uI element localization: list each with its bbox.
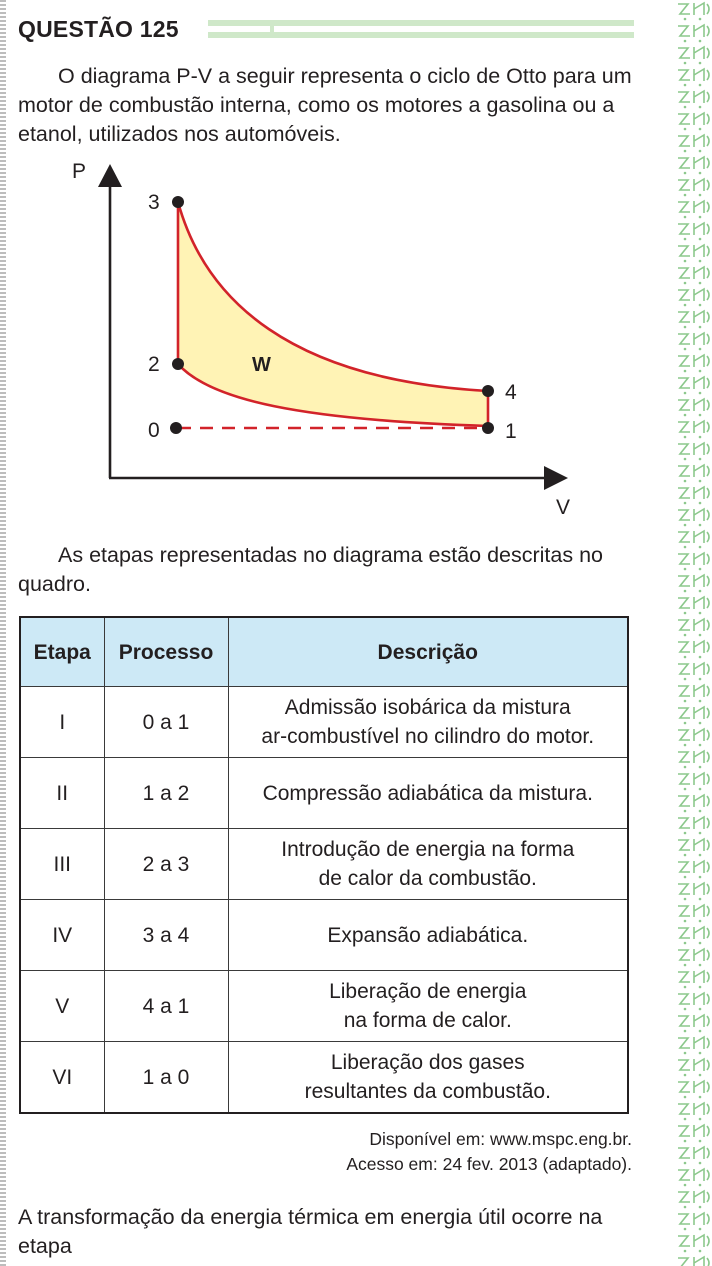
header-etapa: Etapa <box>20 617 104 687</box>
etapa-cell: II <box>20 758 104 829</box>
processo-cell: 1 a 0 <box>104 1042 228 1114</box>
descricao-line: Introdução de energia na forma <box>281 838 575 861</box>
descricao-line: na forma de calor. <box>343 1009 512 1032</box>
header-processo: Processo <box>104 617 228 687</box>
question-prompt: A transformação da energia térmica em energia útil ocorre na etapa <box>18 1205 603 1258</box>
source-access-line: Acesso em: 24 fev. 2013 (adaptado). <box>346 1154 632 1174</box>
point-2-marker <box>172 358 184 370</box>
pv-diagram <box>0 150 676 530</box>
point-4-label: 4 <box>505 381 517 404</box>
descricao-line: Expansão adiabática. <box>327 923 529 947</box>
etapa-cell: V <box>20 971 104 1042</box>
etapa-cell: I <box>20 687 104 758</box>
p-axis-arrow-icon <box>98 164 122 187</box>
table-row <box>20 1042 628 1114</box>
header-descricao: Descrição <box>228 617 628 687</box>
etapa-cell: III <box>20 829 104 900</box>
processo-cell: 0 a 1 <box>104 687 228 758</box>
table-header-row <box>20 617 628 687</box>
processo-cell: 1 a 2 <box>104 758 228 829</box>
source-url-line: Disponível em: www.mspc.eng.br. <box>369 1129 632 1149</box>
table-row <box>20 900 628 971</box>
stages-table <box>19 616 629 1114</box>
header-decorative-bar <box>208 20 634 38</box>
descricao-cell <box>228 971 628 1042</box>
table-row <box>20 687 628 758</box>
v-axis-arrow-icon <box>544 466 568 490</box>
v-axis-label: V <box>556 496 571 519</box>
descricao-cell <box>228 1042 628 1114</box>
source-citation <box>200 1127 632 1177</box>
descricao-cell <box>228 829 628 900</box>
descricao-cell <box>228 687 628 758</box>
descricao-line: Liberação dos gases <box>330 1051 525 1074</box>
descricao-line: resultantes da combustão. <box>304 1080 551 1103</box>
decorative-pattern-icon <box>676 0 712 1266</box>
descricao-line: Liberação de energia <box>329 980 527 1003</box>
point-1-label: 1 <box>505 420 517 443</box>
point-2-label: 2 <box>148 353 160 376</box>
point-0-label: 0 <box>148 419 160 442</box>
descricao-line: ar-combustível no cilindro do motor. <box>261 725 595 748</box>
question-title: QUESTÃO 125 <box>18 16 179 42</box>
stages-intro-paragraph: As etapas representadas no diagrama estão descritas no quadro. <box>18 543 603 596</box>
point-3-label: 3 <box>148 191 160 214</box>
work-label: W <box>252 354 271 376</box>
processo-cell: 3 a 4 <box>104 900 228 971</box>
processo-cell: 2 a 3 <box>104 829 228 900</box>
decorative-side-strip <box>676 0 712 1266</box>
intro-paragraph: O diagrama P-V a seguir representa o ciclo de Otto para um motor de combustão interna, como os motores a gasolina ou a etanol, utilizados nos automóveis. <box>18 64 632 146</box>
descricao-cell <box>228 900 628 971</box>
descricao-line: Compressão adiabática da mistura. <box>262 781 593 805</box>
table-row <box>20 971 628 1042</box>
question-header <box>18 12 634 46</box>
p-axis-label: P <box>72 160 87 183</box>
point-4-marker <box>482 385 494 397</box>
etapa-cell: VI <box>20 1042 104 1114</box>
descricao-line: Admissão isobárica da mistura <box>284 696 571 719</box>
etapa-cell: IV <box>20 900 104 971</box>
point-3-marker <box>172 196 184 208</box>
point-0-marker <box>170 422 182 434</box>
descricao-line: de calor da combustão. <box>318 867 537 890</box>
table-row <box>20 829 628 900</box>
table-row <box>20 758 628 829</box>
pv-diagram-svg <box>0 150 676 530</box>
processo-cell: 4 a 1 <box>104 971 228 1042</box>
point-1-marker <box>482 422 494 434</box>
descricao-cell <box>228 758 628 829</box>
